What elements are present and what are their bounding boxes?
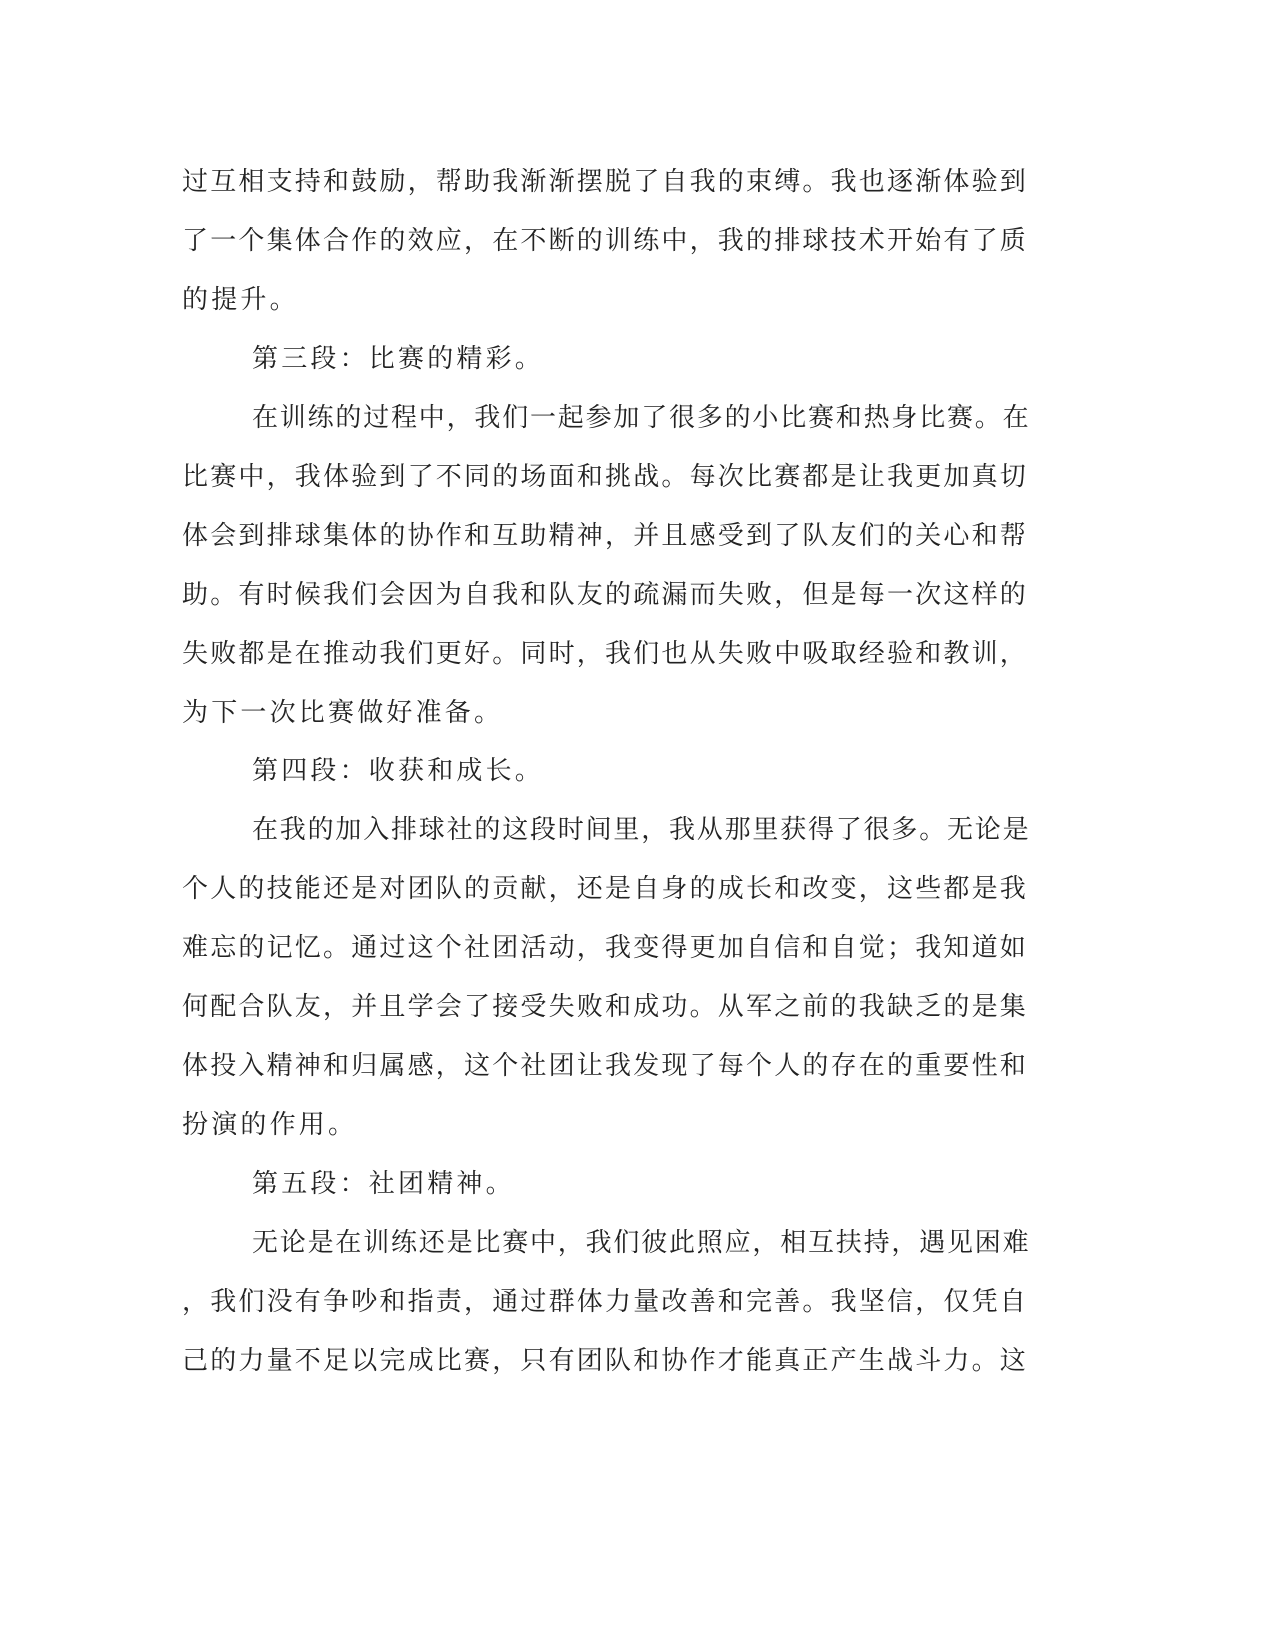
text-line: 比赛中，我体验到了不同的场面和挑战。每次比赛都是让我更加真切: [182, 462, 1029, 492]
text-line: 的提升。: [182, 285, 299, 315]
text-line: 个人的技能还是对团队的贡献，还是自身的成长和改变，这些都是我: [182, 874, 1029, 904]
section-heading: 第三段：比赛的精彩。: [252, 344, 545, 374]
text-line: 无论是在训练还是比赛中，我们彼此照应，相互扶持，遇见困难: [252, 1228, 1031, 1258]
section-heading: 第五段：社团精神。: [252, 1169, 515, 1199]
text-line: 在我的加入排球社的这段时间里，我从那里获得了很多。无论是: [252, 815, 1031, 845]
text-line: 体投入精神和归属感，这个社团让我发现了每个人的存在的重要性和: [182, 1051, 1029, 1081]
text-line: 何配合队友，并且学会了接受失败和成功。从军之前的我缺乏的是集: [182, 992, 1029, 1022]
text-line: 扮演的作用。: [182, 1110, 358, 1140]
section-heading: 第四段：收获和成长。: [252, 756, 545, 786]
text-line: 己的力量不足以完成比赛，只有团队和协作才能真正产生战斗力。这: [182, 1346, 1029, 1376]
text-line: 过互相支持和鼓励，帮助我渐渐摆脱了自我的束缚。我也逐渐体验到: [182, 167, 1029, 197]
text-line: 体会到排球集体的协作和互助精神，并且感受到了队友们的关心和帮: [182, 521, 1029, 551]
text-line: 了一个集体合作的效应，在不断的训练中，我的排球技术开始有了质: [182, 226, 1029, 256]
text-line: ，我们没有争吵和指责，通过群体力量改善和完善。我坚信，仅凭自: [182, 1287, 1029, 1317]
text-line: 在训练的过程中，我们一起参加了很多的小比赛和热身比赛。在: [252, 403, 1031, 433]
text-line: 为下一次比赛做好准备。: [182, 698, 504, 728]
text-line: 助。有时候我们会因为自我和队友的疏漏而失败，但是每一次这样的: [182, 580, 1029, 610]
text-line: 难忘的记忆。通过这个社团活动，我变得更加自信和自觉；我知道如: [182, 933, 1029, 963]
text-line: 失败都是在推动我们更好。同时，我们也从失败中吸取经验和教训，: [182, 639, 1029, 669]
